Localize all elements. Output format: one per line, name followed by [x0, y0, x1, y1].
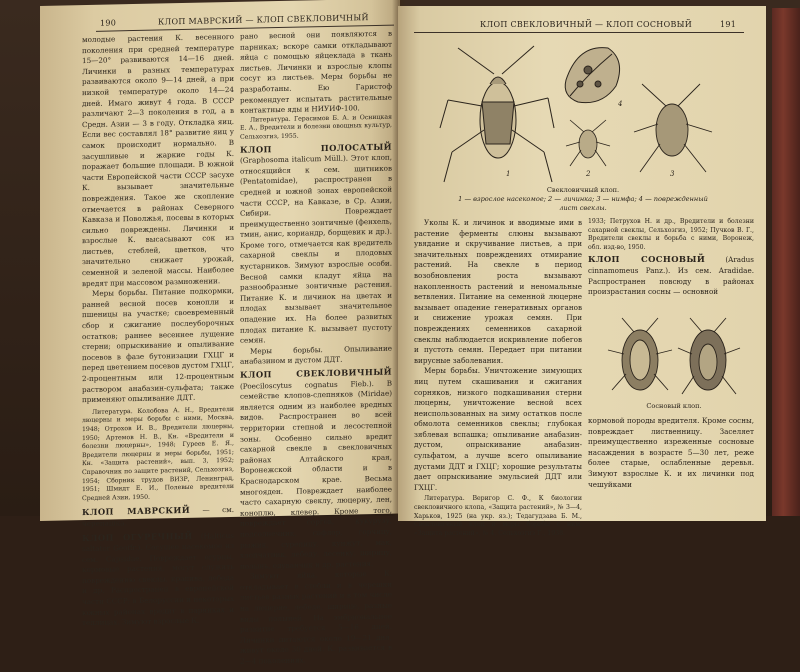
figure-1-caption-text: 1 — взрослое насекомое; 2 — личинка; 3 — нимфа; 4 — поврежденный лист свеклы. — [458, 195, 708, 212]
left-col2-polosaty-text: (Graphosoma italicum Müll.). Этот клоп, относящийся к сем. щитников (Pentatomidae), распространен в средней и южной зонах европейской части СССР, на Кавказе, в Ср. Азии, Сибири. Повреждает преимущественно зонтичные (фенхель, тмин, анис, кориандр, борщевик и др.). Кроме того, отмечается как вредитель сахарной свеклы и плодовых кустарников. Зимуют взрослые особи. Весной самки кладут яйца на разнообразные зонтичные растения. Питание К. и личинок на цветах и плодах вызывает значительное опадение их. На более развитых плодах питание К. вызывает пустоту семян. — [240, 152, 392, 346]
right-column-2-bottom — [588, 416, 754, 516]
figure-label-4: 4 — [618, 100, 623, 108]
right-col2-literature: 1933; Петрухов Н. и др., Вредители и болезни сахарной свеклы, Сельхозгиз, 1952; Пучков В. Г., Вредители свеклы и борьба с ними, Воронеж, обл. изд-во, 1950. — [588, 218, 754, 251]
left-col2-sveklovichny-text: (Poeciloscytus cognatus Fieb.). В семействе клопов-слепняков (Miridae) является одним из наиболее вредных видов. Распространен во всей территории степной и лесостепной зоны. Особенно сильно вредит сахарной свекле в свекловичных районах Алтайского края, Воронежской области и в Краснодарском крае. Весьма многояден. Повреждает наиболее часто сахарную свеклу, люцерну, лен, коноплю, клевер. Кроме того, повреждает соргов, кукурузу, подсолнечник, сафлор, горчицу, рыжик, сурепицу, кунжут, мак, хлопчатник, лебеду, лесенку, щирицу, полынь, одуванчик и др. растения. — [240, 378, 392, 571]
sosnovy-klop-figure — [604, 314, 744, 400]
left-col2-measures: Меры борьбы. Опыливание анабазином и дустом ДДТ. — [240, 343, 392, 367]
heading-klop-ogurechny: КЛОП ОГУРЕЧНЫЙ — [82, 530, 193, 543]
right-column-2-top — [588, 218, 754, 310]
right-col1-literature: Литература. Веригор С. Ф., К биологии свекловичного клопа, «Защита растений», № 3—4, Харьков, 1925 (на укр. яз.); Тедагудзава Б. М., Свекловичный клоп и меры борьбы с ним, «Защита растений», № 4, Сельхозгиз Г., 1938. — [414, 495, 582, 537]
heading-klop-mavrskiy: КЛОП МАВРСКИЙ — [82, 505, 191, 518]
left-col2-wintering: Зимуют яйца, которые К. откладывает в стебли и в черешки листьев разных растений и в том числе на люцерне, лебеде, щирице, разные виды полыней. На эмбриональное развитие требуется 5—16 дней. Личинки питаются около 19—21 дня, живут около 30 дней. К. развивается в 2—4 поколениях. — [240, 568, 392, 666]
heading-klop-mavrskiy-ref: — см. черепашка. — [82, 505, 234, 529]
left-col1-measures: Меры борьбы. Питание подкормки, ранней весной посев конопли и пшеницы на участке; своевременный сбор и сжигание послеуборочных остатков; раннее весеннее лущение стерни; опрыскивание и опыливание посевов в фазе бутонизации ГХЦГ и перед цветением посевов дустом ГХЦГ, 2-процентным или 12-процентным раствором анабазин-сульфата; также применяют опыливание ДДТ. — [82, 286, 234, 405]
figure-1-caption — [458, 186, 708, 213]
left-col2-literature: Литература. Герасимов Б. А. и Осницкая Е. А., Вредители и болезни овощных культур, Сельхозгиз, 1955. — [240, 113, 392, 141]
figure-1-caption-title: Свекловичный клоп. — [546, 186, 620, 194]
left-col1-paragraph: молодые растения К. весенного поколения при средней температуре 15—20° развиваются 14—16 дней. Личинки в разных температурах развиваются около 9—14 дней, а при низкой температуре около 14—24 дней. Имаго живут 4 года. В СССР различают 2—3 поколения в год, а в Средн. Азии — 3 в году. Откладка яиц. Если вес составлял 18° развитие яиц у самок происходит нормально. В засушливые и жаркие годы К. поражает большие площади. В южной части Европейской части СССР засухе К. вызывает значительные повреждения. Такое же скопление отмечается в районах Северного Кавказа и Поволжья, посевы в которых сильно повреждены. Личинки и взрослые К. высасывают сок из листьев, стеблей, цветков, что значительно снижает урожай, семенной и зеленой массы. Наиболее вредят при массовом размножении. — [82, 31, 234, 288]
figure-label-1: 1 — [506, 170, 511, 178]
book-cover-edge — [772, 8, 800, 516]
pine-bug-left-drawing — [608, 318, 672, 390]
right-col1-paragraph: Уколы К. и личинок и вводимые ими в растение ферменты слюны вызывают увядание и скручивание листьев, а при значительных повреждениях отмирание растений. На свекле в период возобновления роста вызывают накопленность растений и неномальные ветвления. Питание на семенной люцерне вызывает опадение генеративных органов и снижение урожая семян. При повреждениях семенников сахарной свеклы наблюдается искривление побегов и пустоть семян. Передает при питании вирусные заболевания. — [414, 218, 582, 365]
figure-label-3: 3 — [670, 170, 675, 178]
adult-bug-drawing — [440, 46, 554, 182]
right-col2-sosnovy-text: (Aradus cinnamomeus Panz.). Из сем. Aradidae. Распространен повсюду в районах произрастания сосны — основной — [588, 255, 754, 297]
right-page-number: 191 — [720, 20, 737, 29]
right-running-head: КЛОП СВЕКЛОВИЧНЫЙ — КЛОП СОСНОВЫЙ — [480, 20, 693, 29]
damaged-leaf-drawing — [565, 48, 619, 103]
nymph-drawing — [634, 84, 712, 172]
heading-klop-sveklovichny: КЛОП СВЕКЛОВИЧНЫЙ — [240, 366, 392, 380]
right-page — [398, 6, 766, 537]
sveklovichny-klop-figure — [438, 40, 728, 190]
left-page — [40, 0, 400, 666]
left-column-1 — [82, 31, 234, 628]
figure-label-2: 2 — [586, 170, 591, 178]
left-col1-literature: Литература. Колобова А. Н., Вредители люцерны и меры борьбы с ними, Москва, 1948; Отрохов И. В., Вредители люцерны, 1950; Артемов Н. В., Кн. «Вредители и болезни люцерны», 1948; Гуреев Е. Я., Вредители люцерны и меры борьбы, 1951; Кн. «Защита растений», вып. 3, 1952; Справочник по защите растений, Сельхозгиз, 1954; Сборник трудов ВИЗР, Ленинград, 1951; Шмидт Е. И., Полевые вредители Средней Азии, 1950. — [82, 405, 234, 502]
figure-2-caption: Сосновый клоп. — [646, 402, 702, 410]
left-col1-ogurechny-text: (Halticus saltator Geoffr.). Сосущее насекомое из сем. Capsidae. Повреждает огурцы, кормовые растения, могут служить повреждению свеклы, крапива, лебеда и др. Распространен в европейской части СССР; в Белоруссии и некоторых южных районах вредит в парниках и теплицах. Зимуют взрослые К. — [82, 530, 234, 628]
left-page-number: 190 — [100, 18, 117, 28]
heading-klop-sosnovy: КЛОП СОСНОВЫЙ — [588, 254, 706, 265]
heading-klop-polosaty: КЛОП ПОЛОСАТЫЙ — [240, 141, 392, 155]
right-column-1 — [414, 218, 582, 537]
left-col2-paragraph: рано весной они появляются в парниках; вскоре самки откладывают яйца с помощью яйцеклада в ткань листьев. Личинки и взрослые клопы сосут из листьев. Меры борьбы не разработаны. Ею Гаристоф рекомендует испытать растительные контактные яды и НИУИФ-100. — [240, 28, 392, 115]
pine-bug-right-drawing — [678, 318, 740, 394]
right-col1-measures: Меры борьбы. Уничтожение зимующих яиц путем скашивания и сжигания сорняков, низкого подкашивания стерни люцерны, уничтожение весной всех неиспользованных на зиму остатков после обмолота семенников свеклы; глубокая зяблевая вспашка; опыливание анабазин-дустом, опрыскивание анабазин-сульфатом, а лучше всего опыливание дустами ДДТ и ГХЦГ; хорошие результаты дает опрыскивание эмульсией ДДТ или ГХЦГ. — [414, 366, 582, 492]
larva-drawing — [566, 120, 610, 166]
right-col2-continuation: кормовой породы вредителя. Кроме сосны, повреждает лиственницу. Заселяет преимущественно изреженные сосновые насаждения в возрасте 5—30 лет, реже более старые, ослабленные деревья. Зимуют взрослые К. и их личинки под чешуйками — [588, 416, 754, 489]
left-column-2 — [240, 28, 392, 666]
left-running-head: КЛОП МАВРСКИЙ — КЛОП СВЕКЛОВИЧНЫЙ — [158, 13, 369, 27]
right-header-rule — [414, 32, 744, 33]
